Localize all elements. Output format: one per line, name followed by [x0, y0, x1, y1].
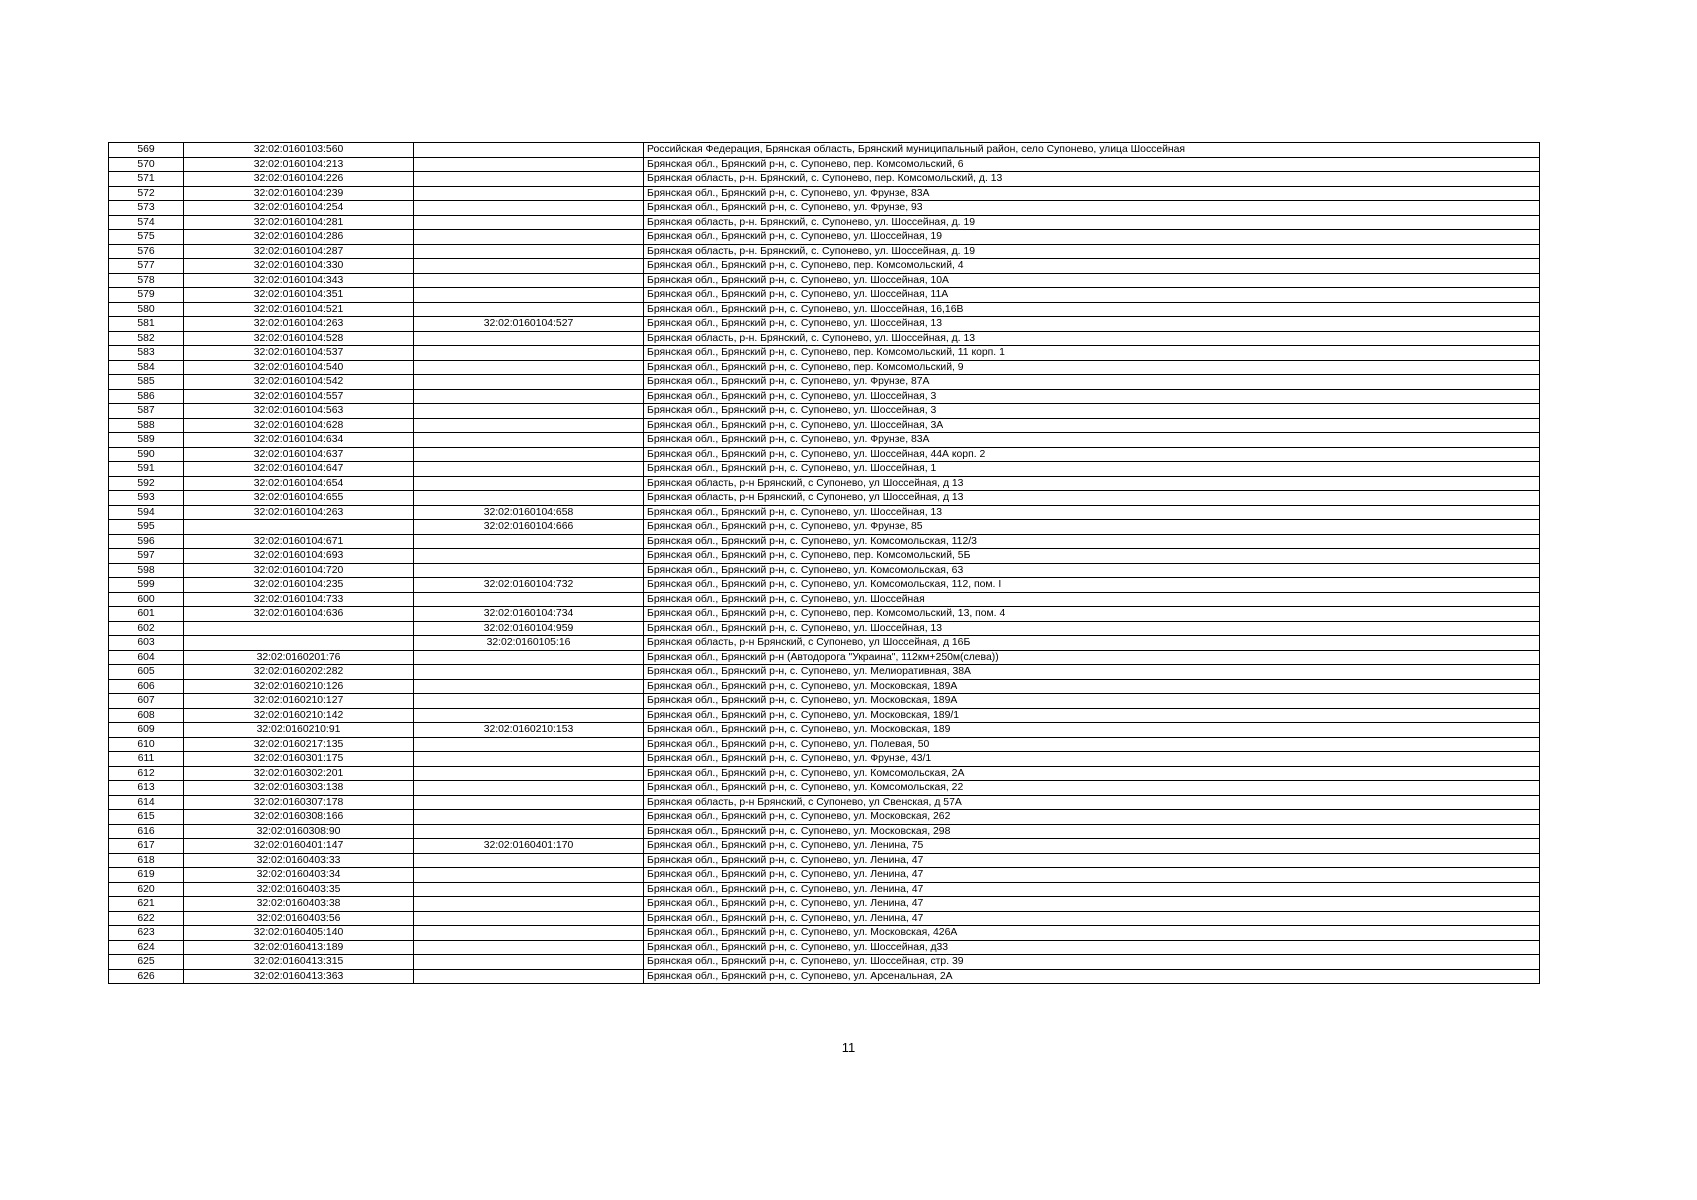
related-cadastral-number-cell: 32:02:0160401:170 — [414, 839, 644, 854]
related-cadastral-number-cell — [414, 563, 644, 578]
address-cell: Брянская обл., Брянский р-н, с. Супонево, ул. Мелиоративная, 38А — [644, 665, 1540, 680]
address-cell: Брянская обл., Брянский р-н, с. Супонево, ул. Шоссейная, 11А — [644, 288, 1540, 303]
row-number-cell: 582 — [109, 331, 184, 346]
cadastral-number-cell: 32:02:0160217:135 — [184, 737, 414, 752]
row-number-cell: 592 — [109, 476, 184, 491]
cadastral-number-cell: 32:02:0160104:563 — [184, 404, 414, 419]
cadastral-number-cell: 32:02:0160401:147 — [184, 839, 414, 854]
address-cell: Брянская обл., Брянский р-н, с. Супонево, ул. Московская, 298 — [644, 824, 1540, 839]
address-cell: Брянская обл., Брянский р-н, с. Супонево, ул. Шоссейная, 13 — [644, 317, 1540, 332]
cadastral-number-cell: 32:02:0160413:189 — [184, 940, 414, 955]
row-number-cell: 581 — [109, 317, 184, 332]
address-cell: Брянская обл., Брянский р-н, с. Супонево, ул. Шоссейная, 1 — [644, 462, 1540, 477]
row-number-cell: 570 — [109, 157, 184, 172]
cadastral-number-cell: 32:02:0160104:540 — [184, 360, 414, 375]
row-number-cell: 584 — [109, 360, 184, 375]
row-number-cell: 609 — [109, 723, 184, 738]
related-cadastral-number-cell — [414, 418, 644, 433]
table-row — [109, 215, 1540, 230]
address-cell: Брянская обл., Брянский р-н, с. Супонево, ул. Шоссейная, 16,16В — [644, 302, 1540, 317]
related-cadastral-number-cell — [414, 737, 644, 752]
cadastral-number-cell: 32:02:0160210:127 — [184, 694, 414, 709]
address-cell: Брянская обл., Брянский р-н, с. Супонево, пер. Комсомольский, 5Б — [644, 549, 1540, 564]
table-row — [109, 781, 1540, 796]
row-number-cell: 624 — [109, 940, 184, 955]
row-number-cell: 612 — [109, 766, 184, 781]
cadastral-number-cell — [184, 520, 414, 535]
row-number-cell: 577 — [109, 259, 184, 274]
cadastral-number-cell: 32:02:0160104:693 — [184, 549, 414, 564]
row-number-cell: 625 — [109, 955, 184, 970]
table-row — [109, 230, 1540, 245]
row-number-cell: 598 — [109, 563, 184, 578]
address-cell: Брянская обл., Брянский р-н, с. Супонево, ул. Шоссейная, 3 — [644, 389, 1540, 404]
related-cadastral-number-cell — [414, 346, 644, 361]
related-cadastral-number-cell — [414, 679, 644, 694]
row-number-cell: 626 — [109, 969, 184, 984]
related-cadastral-number-cell — [414, 592, 644, 607]
related-cadastral-number-cell: 32:02:0160105:16 — [414, 636, 644, 651]
cadastral-number-cell: 32:02:0160413:363 — [184, 969, 414, 984]
table-row — [109, 969, 1540, 984]
related-cadastral-number-cell: 32:02:0160104:658 — [414, 505, 644, 520]
address-cell: Брянская обл., Брянский р-н, с. Супонево, ул. Московская, 189 — [644, 723, 1540, 738]
table-row — [109, 665, 1540, 680]
cadastral-number-cell: 32:02:0160104:655 — [184, 491, 414, 506]
row-number-cell: 590 — [109, 447, 184, 462]
address-cell: Брянская обл., Брянский р-н, с. Супонево, ул. Комсомольская, 63 — [644, 563, 1540, 578]
cadastral-number-cell: 32:02:0160104:537 — [184, 346, 414, 361]
related-cadastral-number-cell — [414, 781, 644, 796]
table-row — [109, 288, 1540, 303]
table-row — [109, 462, 1540, 477]
table-row — [109, 650, 1540, 665]
row-number-cell: 606 — [109, 679, 184, 694]
cadastral-number-cell — [184, 621, 414, 636]
table-row — [109, 737, 1540, 752]
cadastral-number-cell — [184, 636, 414, 651]
address-cell: Брянская обл., Брянский р-н, с. Супонево, ул. Комсомольская, 22 — [644, 781, 1540, 796]
cadastral-number-cell: 32:02:0160308:90 — [184, 824, 414, 839]
table-row — [109, 549, 1540, 564]
table-row — [109, 331, 1540, 346]
cadastral-number-cell: 32:02:0160104:254 — [184, 201, 414, 216]
table-row — [109, 621, 1540, 636]
table-row — [109, 418, 1540, 433]
cadastral-number-cell: 32:02:0160303:138 — [184, 781, 414, 796]
cadastral-number-cell: 32:02:0160302:201 — [184, 766, 414, 781]
table-row — [109, 244, 1540, 259]
address-cell: Брянская обл., Брянский р-н, с. Супонево, ул. Ленина, 47 — [644, 853, 1540, 868]
address-cell: Брянская обл., Брянский р-н, с. Супонево, ул. Фрунзе, 83А — [644, 433, 1540, 448]
table-row — [109, 868, 1540, 883]
address-cell: Брянская область, р-н. Брянский, с. Супонево, ул. Шоссейная, д. 19 — [644, 244, 1540, 259]
related-cadastral-number-cell — [414, 476, 644, 491]
row-number-cell: 594 — [109, 505, 184, 520]
cadastral-number-cell: 32:02:0160104:628 — [184, 418, 414, 433]
row-number-cell: 617 — [109, 839, 184, 854]
table-row — [109, 955, 1540, 970]
address-cell: Брянская обл., Брянский р-н, с. Супонево, ул. Шоссейная — [644, 592, 1540, 607]
table-row — [109, 273, 1540, 288]
cadastral-number-cell: 32:02:0160210:142 — [184, 708, 414, 723]
register-table — [108, 142, 1540, 984]
row-number-cell: 574 — [109, 215, 184, 230]
row-number-cell: 604 — [109, 650, 184, 665]
address-cell: Брянская обл., Брянский р-н, с. Супонево, ул. Московская, 189/1 — [644, 708, 1540, 723]
cadastral-number-cell: 32:02:0160413:315 — [184, 955, 414, 970]
row-number-cell: 618 — [109, 853, 184, 868]
row-number-cell: 579 — [109, 288, 184, 303]
address-cell: Брянская обл., Брянский р-н, с. Супонево, ул. Фрунзе, 85 — [644, 520, 1540, 535]
cadastral-number-cell: 32:02:0160405:140 — [184, 926, 414, 941]
table-row — [109, 853, 1540, 868]
table-row — [109, 433, 1540, 448]
table-row — [109, 882, 1540, 897]
table-row — [109, 186, 1540, 201]
related-cadastral-number-cell — [414, 853, 644, 868]
address-cell: Брянская обл., Брянский р-н, с. Супонево, ул. Шоссейная, 44А корп. 2 — [644, 447, 1540, 462]
table-row — [109, 404, 1540, 419]
address-cell: Брянская обл., Брянский р-н, с. Супонево, пер. Комсомольский, 6 — [644, 157, 1540, 172]
related-cadastral-number-cell — [414, 201, 644, 216]
cadastral-number-cell: 32:02:0160103:560 — [184, 143, 414, 158]
table-row — [109, 317, 1540, 332]
address-cell: Брянская обл., Брянский р-н, с. Супонево, пер. Комсомольский, 4 — [644, 259, 1540, 274]
address-cell: Брянская обл., Брянский р-н, с. Супонево, ул. Ленина, 75 — [644, 839, 1540, 854]
row-number-cell: 611 — [109, 752, 184, 767]
cadastral-number-cell: 32:02:0160301:175 — [184, 752, 414, 767]
cadastral-number-cell: 32:02:0160104:287 — [184, 244, 414, 259]
cadastral-number-cell: 32:02:0160104:542 — [184, 375, 414, 390]
address-cell: Брянская обл., Брянский р-н, с. Супонево, ул. Шоссейная, 13 — [644, 621, 1540, 636]
related-cadastral-number-cell: 32:02:0160104:734 — [414, 607, 644, 622]
related-cadastral-number-cell — [414, 186, 644, 201]
address-cell: Брянская обл., Брянский р-н (Автодорога "Украина", 112км+250м(слева)) — [644, 650, 1540, 665]
cadastral-number-cell: 32:02:0160104:263 — [184, 317, 414, 332]
table-row — [109, 940, 1540, 955]
address-cell: Брянская область, р-н. Брянский, с. Супонево, ул. Шоссейная, д. 13 — [644, 331, 1540, 346]
related-cadastral-number-cell — [414, 491, 644, 506]
cadastral-number-cell: 32:02:0160403:34 — [184, 868, 414, 883]
table-row — [109, 534, 1540, 549]
address-cell: Брянская область, р-н. Брянский, с. Супонево, ул. Шоссейная, д. 19 — [644, 215, 1540, 230]
related-cadastral-number-cell — [414, 824, 644, 839]
cadastral-number-cell: 32:02:0160307:178 — [184, 795, 414, 810]
table-row — [109, 520, 1540, 535]
related-cadastral-number-cell — [414, 375, 644, 390]
related-cadastral-number-cell — [414, 389, 644, 404]
table-row — [109, 607, 1540, 622]
table-row — [109, 157, 1540, 172]
address-cell: Брянская обл., Брянский р-н, с. Супонево, ул. Шоссейная, стр. 39 — [644, 955, 1540, 970]
cadastral-number-cell: 32:02:0160104:213 — [184, 157, 414, 172]
table-row — [109, 302, 1540, 317]
related-cadastral-number-cell — [414, 926, 644, 941]
related-cadastral-number-cell: 32:02:0160104:527 — [414, 317, 644, 332]
cadastral-number-cell: 32:02:0160104:521 — [184, 302, 414, 317]
related-cadastral-number-cell — [414, 462, 644, 477]
address-cell: Брянская обл., Брянский р-н, с. Супонево, ул. Шоссейная, 10А — [644, 273, 1540, 288]
table-row — [109, 839, 1540, 854]
cadastral-number-cell: 32:02:0160210:126 — [184, 679, 414, 694]
address-cell: Брянская обл., Брянский р-н, с. Супонево, ул. Московская, 262 — [644, 810, 1540, 825]
row-number-cell: 622 — [109, 911, 184, 926]
table-row — [109, 766, 1540, 781]
table-row — [109, 476, 1540, 491]
row-number-cell: 610 — [109, 737, 184, 752]
address-cell: Брянская обл., Брянский р-н, с. Супонево, ул. Шоссейная, 3А — [644, 418, 1540, 433]
address-cell: Брянская обл., Брянский р-н, с. Супонево, ул. Ленина, 47 — [644, 882, 1540, 897]
cadastral-number-cell: 32:02:0160104:286 — [184, 230, 414, 245]
row-number-cell: 602 — [109, 621, 184, 636]
address-cell: Брянская обл., Брянский р-н, с. Супонево, ул. Фрунзе, 93 — [644, 201, 1540, 216]
cadastral-number-cell: 32:02:0160104:671 — [184, 534, 414, 549]
table-row — [109, 636, 1540, 651]
related-cadastral-number-cell — [414, 969, 644, 984]
related-cadastral-number-cell — [414, 694, 644, 709]
row-number-cell: 605 — [109, 665, 184, 680]
address-cell: Брянская область, р-н Брянский, с Супонево, ул Шоссейная, д 13 — [644, 476, 1540, 491]
related-cadastral-number-cell — [414, 288, 644, 303]
table-row — [109, 201, 1540, 216]
table-row — [109, 259, 1540, 274]
cadastral-number-cell: 32:02:0160403:56 — [184, 911, 414, 926]
cadastral-number-cell: 32:02:0160403:38 — [184, 897, 414, 912]
related-cadastral-number-cell — [414, 940, 644, 955]
table-row — [109, 447, 1540, 462]
row-number-cell: 613 — [109, 781, 184, 796]
address-cell: Российская Федерация, Брянская область, Брянский муниципальный район, село Супонево, улица Шоссейная — [644, 143, 1540, 158]
address-cell: Брянская обл., Брянский р-н, с. Супонево, ул. Ленина, 47 — [644, 897, 1540, 912]
address-cell: Брянская обл., Брянский р-н, с. Супонево, ул. Московская, 189А — [644, 694, 1540, 709]
related-cadastral-number-cell — [414, 752, 644, 767]
related-cadastral-number-cell — [414, 404, 644, 419]
address-cell: Брянская обл., Брянский р-н, с. Супонево, ул. Арсенальная, 2А — [644, 969, 1540, 984]
table-row — [109, 346, 1540, 361]
row-number-cell: 623 — [109, 926, 184, 941]
table-row — [109, 172, 1540, 187]
related-cadastral-number-cell — [414, 447, 644, 462]
related-cadastral-number-cell — [414, 882, 644, 897]
address-cell: Брянская область, р-н. Брянский, с. Супонево, пер. Комсомольский, д. 13 — [644, 172, 1540, 187]
cadastral-number-cell: 32:02:0160104:733 — [184, 592, 414, 607]
address-cell: Брянская обл., Брянский р-н, с. Супонево, ул. Фрунзе, 43/1 — [644, 752, 1540, 767]
cadastral-number-cell: 32:02:0160202:282 — [184, 665, 414, 680]
row-number-cell: 596 — [109, 534, 184, 549]
page-number: 11 — [841, 1040, 856, 1055]
table-row — [109, 810, 1540, 825]
table-row — [109, 926, 1540, 941]
related-cadastral-number-cell: 32:02:0160104:666 — [414, 520, 644, 535]
cadastral-number-cell: 32:02:0160308:166 — [184, 810, 414, 825]
table-row — [109, 505, 1540, 520]
row-number-cell: 595 — [109, 520, 184, 535]
address-cell: Брянская обл., Брянский р-н, с. Супонево, ул. Комсомольская, 2А — [644, 766, 1540, 781]
address-cell: Брянская область, р-н Брянский, с Супонево, ул Шоссейная, д 16Б — [644, 636, 1540, 651]
cadastral-number-cell: 32:02:0160104:647 — [184, 462, 414, 477]
address-cell: Брянская обл., Брянский р-н, с. Супонево, ул. Московская, 189А — [644, 679, 1540, 694]
related-cadastral-number-cell — [414, 331, 644, 346]
related-cadastral-number-cell — [414, 230, 644, 245]
row-number-cell: 571 — [109, 172, 184, 187]
table-row — [109, 708, 1540, 723]
related-cadastral-number-cell — [414, 157, 644, 172]
cadastral-number-cell: 32:02:0160104:636 — [184, 607, 414, 622]
row-number-cell: 616 — [109, 824, 184, 839]
related-cadastral-number-cell — [414, 143, 644, 158]
row-number-cell: 621 — [109, 897, 184, 912]
related-cadastral-number-cell — [414, 766, 644, 781]
cadastral-number-cell: 32:02:0160104:330 — [184, 259, 414, 274]
address-cell: Брянская обл., Брянский р-н, с. Супонево, ул. Полевая, 50 — [644, 737, 1540, 752]
table-row — [109, 723, 1540, 738]
cadastral-number-cell: 32:02:0160104:634 — [184, 433, 414, 448]
address-cell: Брянская обл., Брянский р-н, с. Супонево, ул. Ленина, 47 — [644, 868, 1540, 883]
cadastral-number-cell: 32:02:0160210:91 — [184, 723, 414, 738]
related-cadastral-number-cell — [414, 302, 644, 317]
related-cadastral-number-cell — [414, 273, 644, 288]
table-row — [109, 911, 1540, 926]
address-cell: Брянская обл., Брянский р-н, с. Супонево, ул. Шоссейная, 13 — [644, 505, 1540, 520]
related-cadastral-number-cell — [414, 665, 644, 680]
table-row — [109, 694, 1540, 709]
row-number-cell: 620 — [109, 882, 184, 897]
cadastral-number-cell: 32:02:0160201:76 — [184, 650, 414, 665]
related-cadastral-number-cell — [414, 244, 644, 259]
related-cadastral-number-cell — [414, 911, 644, 926]
related-cadastral-number-cell — [414, 897, 644, 912]
cadastral-number-cell: 32:02:0160104:637 — [184, 447, 414, 462]
row-number-cell: 600 — [109, 592, 184, 607]
cadastral-number-cell: 32:02:0160403:35 — [184, 882, 414, 897]
related-cadastral-number-cell — [414, 172, 644, 187]
row-number-cell: 614 — [109, 795, 184, 810]
row-number-cell: 586 — [109, 389, 184, 404]
table-row — [109, 578, 1540, 593]
row-number-cell: 601 — [109, 607, 184, 622]
table-row — [109, 592, 1540, 607]
related-cadastral-number-cell — [414, 215, 644, 230]
row-number-cell: 573 — [109, 201, 184, 216]
row-number-cell: 572 — [109, 186, 184, 201]
row-number-cell: 569 — [109, 143, 184, 158]
table-row — [109, 375, 1540, 390]
address-cell: Брянская область, р-н Брянский, с Супонево, ул Шоссейная, д 13 — [644, 491, 1540, 506]
table-row — [109, 795, 1540, 810]
row-number-cell: 588 — [109, 418, 184, 433]
row-number-cell: 591 — [109, 462, 184, 477]
row-number-cell: 593 — [109, 491, 184, 506]
row-number-cell: 589 — [109, 433, 184, 448]
table-row — [109, 360, 1540, 375]
table-row — [109, 752, 1540, 767]
row-number-cell: 576 — [109, 244, 184, 259]
table-row — [109, 824, 1540, 839]
table-row — [109, 389, 1540, 404]
row-number-cell: 608 — [109, 708, 184, 723]
address-cell: Брянская обл., Брянский р-н, с. Супонево, пер. Комсомольский, 9 — [644, 360, 1540, 375]
cadastral-number-cell: 32:02:0160104:263 — [184, 505, 414, 520]
related-cadastral-number-cell — [414, 433, 644, 448]
address-cell: Брянская обл., Брянский р-н, с. Супонево, ул. Комсомольская, 112/3 — [644, 534, 1540, 549]
related-cadastral-number-cell: 32:02:0160210:153 — [414, 723, 644, 738]
row-number-cell: 615 — [109, 810, 184, 825]
cadastral-number-cell: 32:02:0160104:343 — [184, 273, 414, 288]
address-cell: Брянская обл., Брянский р-н, с. Супонево, ул. Ленина, 47 — [644, 911, 1540, 926]
table-row — [109, 143, 1540, 158]
related-cadastral-number-cell — [414, 708, 644, 723]
related-cadastral-number-cell: 32:02:0160104:959 — [414, 621, 644, 636]
address-cell: Брянская область, р-н Брянский, с Супонево, ул Свенская, д 57А — [644, 795, 1540, 810]
row-number-cell: 578 — [109, 273, 184, 288]
related-cadastral-number-cell — [414, 795, 644, 810]
cadastral-number-cell: 32:02:0160104:239 — [184, 186, 414, 201]
address-cell: Брянская обл., Брянский р-н, с. Супонево, ул. Московская, 426А — [644, 926, 1540, 941]
cadastral-number-cell: 32:02:0160104:720 — [184, 563, 414, 578]
related-cadastral-number-cell — [414, 868, 644, 883]
related-cadastral-number-cell — [414, 955, 644, 970]
cadastral-number-cell: 32:02:0160104:226 — [184, 172, 414, 187]
address-cell: Брянская обл., Брянский р-н, с. Супонево, ул. Комсомольская, 112, пом. I — [644, 578, 1540, 593]
cadastral-number-cell: 32:02:0160104:557 — [184, 389, 414, 404]
address-cell: Брянская обл., Брянский р-н, с. Супонево, пер. Комсомольский, 11 корп. 1 — [644, 346, 1540, 361]
table-row — [109, 563, 1540, 578]
table-row — [109, 897, 1540, 912]
row-number-cell: 599 — [109, 578, 184, 593]
address-cell: Брянская обл., Брянский р-н, с. Супонево, ул. Шоссейная, д33 — [644, 940, 1540, 955]
register-table-body — [109, 143, 1540, 984]
related-cadastral-number-cell — [414, 534, 644, 549]
row-number-cell: 587 — [109, 404, 184, 419]
cadastral-number-cell: 32:02:0160104:281 — [184, 215, 414, 230]
cadastral-number-cell: 32:02:0160104:351 — [184, 288, 414, 303]
related-cadastral-number-cell — [414, 259, 644, 274]
row-number-cell: 585 — [109, 375, 184, 390]
related-cadastral-number-cell — [414, 549, 644, 564]
cadastral-number-cell: 32:02:0160104:654 — [184, 476, 414, 491]
cadastral-number-cell: 32:02:0160403:33 — [184, 853, 414, 868]
related-cadastral-number-cell — [414, 810, 644, 825]
address-cell: Брянская обл., Брянский р-н, с. Супонево, ул. Шоссейная, 3 — [644, 404, 1540, 419]
address-cell: Брянская обл., Брянский р-н, с. Супонево, ул. Шоссейная, 19 — [644, 230, 1540, 245]
row-number-cell: 603 — [109, 636, 184, 651]
row-number-cell: 597 — [109, 549, 184, 564]
table-row — [109, 491, 1540, 506]
cadastral-number-cell: 32:02:0160104:235 — [184, 578, 414, 593]
row-number-cell: 580 — [109, 302, 184, 317]
row-number-cell: 619 — [109, 868, 184, 883]
related-cadastral-number-cell: 32:02:0160104:732 — [414, 578, 644, 593]
row-number-cell: 583 — [109, 346, 184, 361]
table-row — [109, 679, 1540, 694]
address-cell: Брянская обл., Брянский р-н, с. Супонево, пер. Комсомольский, 13, пом. 4 — [644, 607, 1540, 622]
related-cadastral-number-cell — [414, 650, 644, 665]
related-cadastral-number-cell — [414, 360, 644, 375]
row-number-cell: 575 — [109, 230, 184, 245]
address-cell: Брянская обл., Брянский р-н, с. Супонево, ул. Фрунзе, 83А — [644, 186, 1540, 201]
row-number-cell: 607 — [109, 694, 184, 709]
cadastral-number-cell: 32:02:0160104:528 — [184, 331, 414, 346]
address-cell: Брянская обл., Брянский р-н, с. Супонево, ул. Фрунзе, 87А — [644, 375, 1540, 390]
